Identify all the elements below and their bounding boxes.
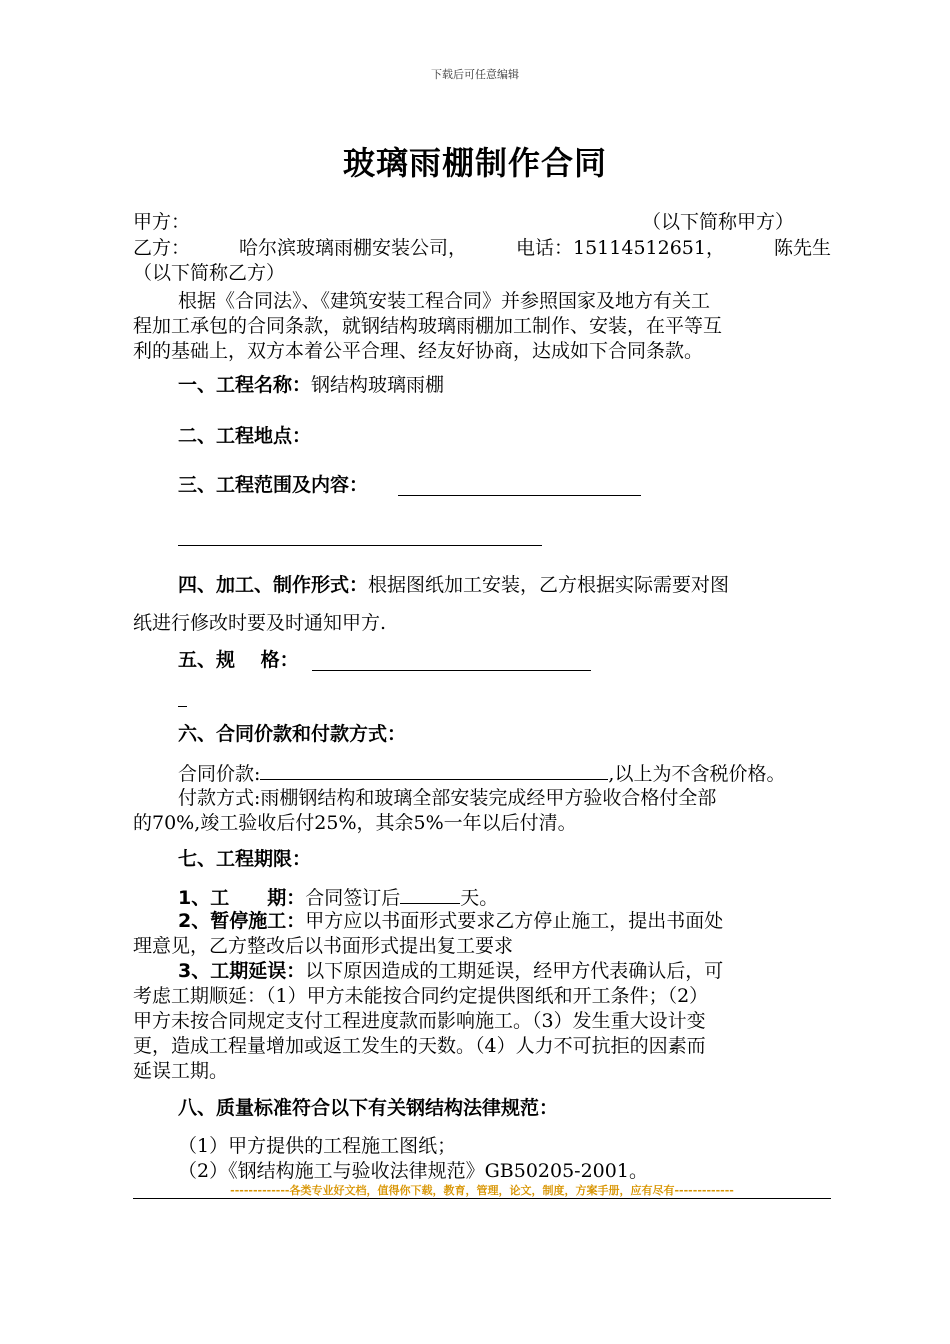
party-a-label: 甲方： [133,211,191,233]
section-1-heading: 一、工程名称： [178,374,312,396]
contract-price-blank [260,760,608,780]
section-1 [178,373,444,397]
section-5-heading: 五、规 格： [178,649,299,671]
party-b-label: 乙方： [133,237,191,259]
party-b-company: 哈尔滨玻璃雨棚安装公司， [239,237,468,259]
period-item-3-line: 考虑工期顺延：（1）甲方未能按合同约定提供图纸和开工条件；（2） [133,985,709,1007]
section-7-heading: 七、工程期限： [178,848,312,870]
header-note: 下载后可任意编辑 [431,68,519,81]
period-item-3-line: 更，造成工程量增加或返工发生的天数。（4）人力不可抗拒的因素而 [133,1035,706,1057]
period-item-2 [178,909,723,933]
payment-method-line: 付款方式:雨棚钢结构和玻璃全部安装完成经甲方验收合格付全部 [178,787,717,809]
section-3-blank-line-2 [178,545,542,546]
section-4 [178,573,729,597]
preamble-line: 程加工承包的合同条款，就钢结构玻璃雨棚加工制作、安装，在平等互 [133,315,723,337]
quality-item: （2）《钢结构施工与验收法律规范》GB50205-2001。 [178,1160,648,1182]
document-title: 玻璃雨棚制作合同 [342,144,607,182]
footer-rule [133,1198,831,1199]
contract-price-line [178,760,785,786]
section-4-text: 根据图纸加工安装，乙方根据实际需要对图 [368,574,730,596]
period-item-1-text: 合同签订后 [305,887,401,909]
period-days-blank [400,884,460,904]
contract-price-suffix: ,以上为不含税价格。 [608,763,786,785]
section-2-heading: 二、工程地点： [178,425,312,447]
period-item-3-label: 3、工期延误： [178,960,306,982]
section-5-blank-stub [178,706,187,707]
period-item-2-cont: 理意见，乙方整改后以书面形式提出复工要求 [133,935,514,957]
section-3-blank-line [398,495,641,496]
section-4-cont: 纸进行修改时要及时通知甲方. [133,612,387,634]
period-item-3-line: 延误工期。 [133,1060,229,1082]
party-b-suffix: （以下简称乙方） [133,262,286,284]
quality-item: （1）甲方提供的工程施工图纸； [178,1135,457,1157]
period-item-3-line: 甲方未按合同规定支付工程进度款而影响施工。（3）发生重大设计变 [133,1010,706,1032]
period-item-1-suffix: 天。 [460,887,499,909]
period-item-3 [178,959,723,983]
party-b-line [133,236,831,260]
section-6-heading: 六、合同价款和付款方式： [178,723,407,745]
footer-banner: -------------各类专业好文档，值得你下载，教育，管理，论文，制度，方案手册，应有尽有------------- [230,1184,734,1197]
party-b-phone: 电话：15114512651， [516,237,725,259]
party-a-suffix: （以下简称甲方） [642,211,795,233]
period-item-2-text: 甲方应以书面形式要求乙方停止施工，提出书面处 [305,910,724,932]
period-item-1-label: 1、工 期： [178,887,306,909]
section-8-heading: 八、质量标准符合以下有关钢结构法律规范： [178,1097,559,1119]
period-item-2-label: 2、暂停施工： [178,910,306,932]
payment-method-cont: 的70%,竣工验收后付25%，其余5%一年以后付清。 [133,812,577,834]
preamble-line: 根据《合同法》、《建筑安装工程合同》并参照国家及地方有关工 [178,290,711,312]
section-3-heading: 三、工程范围及内容： [178,474,369,496]
section-1-value: 钢结构玻璃雨棚 [311,374,445,396]
period-item-1 [178,884,498,910]
period-item-3-text: 以下原因造成的工期延误，经甲方代表确认后，可 [305,960,724,982]
contract-price-label: 合同价款: [178,763,261,785]
party-b-contact: 陈先生 [773,237,831,259]
preamble-line: 利的基础上，双方本着公平合理、经友好协商，达成如下合同条款。 [133,340,704,362]
section-4-heading: 四、加工、制作形式： [178,574,369,596]
section-5-blank-line [312,670,591,671]
